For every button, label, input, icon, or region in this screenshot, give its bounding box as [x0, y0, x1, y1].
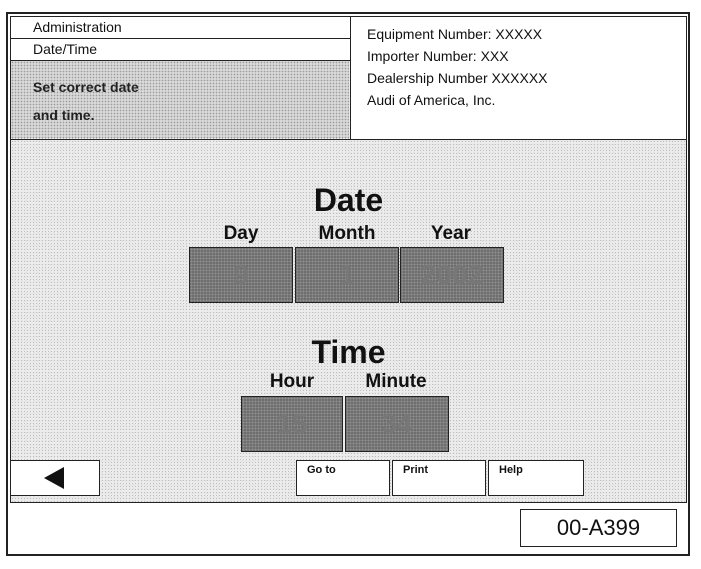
instruction-line-2: and time.: [33, 107, 95, 123]
date-heading: Date: [313, 182, 384, 218]
hour-label: Hour: [269, 371, 315, 392]
help-button[interactable]: Help: [488, 460, 584, 496]
year-field[interactable]: 2002: [400, 247, 504, 303]
time-heading: Time: [311, 334, 386, 370]
year-label: Year: [430, 223, 472, 244]
company-name: Audi of America, Inc.: [367, 92, 496, 108]
minute-label: Minute: [365, 371, 427, 392]
day-field[interactable]: 9: [189, 247, 293, 303]
equipment-number: Equipment Number: XXXXX: [367, 26, 543, 42]
importer-number: Importer Number: XXX: [367, 48, 509, 64]
header-left-panel: [11, 17, 351, 140]
nav-path-date-time[interactable]: Date/Time: [11, 39, 350, 61]
minute-field[interactable]: 34: [345, 396, 449, 452]
back-button[interactable]: [10, 460, 100, 496]
month-label: Month: [318, 223, 376, 244]
instruction-text: [11, 61, 349, 138]
left-triangle-icon: [44, 467, 64, 489]
hour-field[interactable]: 15: [241, 396, 343, 452]
screen: [10, 16, 687, 503]
nav-path-administration[interactable]: Administration: [11, 17, 350, 39]
dealership-number: Dealership Number XXXXXX: [367, 70, 548, 86]
goto-button[interactable]: Go to: [296, 460, 390, 496]
header-info-panel: [351, 17, 686, 140]
print-button[interactable]: Print: [392, 460, 486, 496]
day-label: Day: [223, 223, 259, 244]
instruction-line-1: Set correct date: [33, 79, 139, 95]
figure-code: 00-A399: [520, 509, 677, 547]
month-field[interactable]: 1: [295, 247, 399, 303]
